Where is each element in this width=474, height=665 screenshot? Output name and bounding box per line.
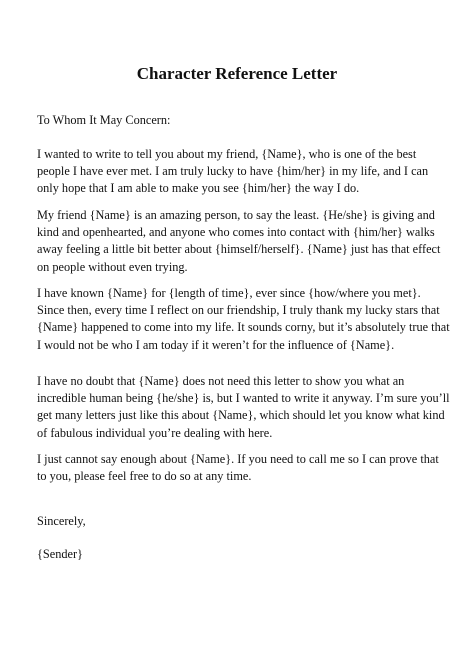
letter-title: Character Reference Letter — [136, 64, 338, 83]
paragraph-history: I have known {Name} for {length of time}, ever since {how/where you met}. Since then, every time I reflect on our friendship, I truly thank my lucky stars that {Name} happened to come into my life. It sounds corny, but it’s absolutely true that I would not be who I am today if it weren’t for the influence of {Name}. — [37, 286, 450, 352]
closing: Sincerely, — [37, 514, 86, 528]
paragraph-intro: I wanted to write to tell you about my friend, {Name}, who is one of the best people I have ever met. I am truly lucky to have {him/her} in my life, and I can only hope that I am able to make you see {him/her} the way I do. — [37, 147, 429, 196]
sender-name: {Sender} — [37, 547, 83, 561]
paragraph-contact: I just cannot say enough about {Name}. If you need to call me so I can prove that to you, please feel free to do so at any time. — [37, 452, 439, 484]
paragraph-qualities: My friend {Name} is an amazing person, to say the least. {He/she} is giving and kind and openhearted, and anyone who comes into contact with {him/her} walks away feeling a little bit better about {himself/herself}. {Name} just has that effect on people without even trying. — [37, 208, 441, 274]
salutation: To Whom It May Concern: — [37, 113, 171, 127]
paragraph-endorsement: I have no doubt that {Name} does not need this letter to show you what an incredible human being {he/she} is, but I wanted to write it anyway. I’m sure you’ll get many letters just like this about {Name}, which should let you know what kind of fabulous individual you’re dealing with here. — [37, 374, 450, 440]
